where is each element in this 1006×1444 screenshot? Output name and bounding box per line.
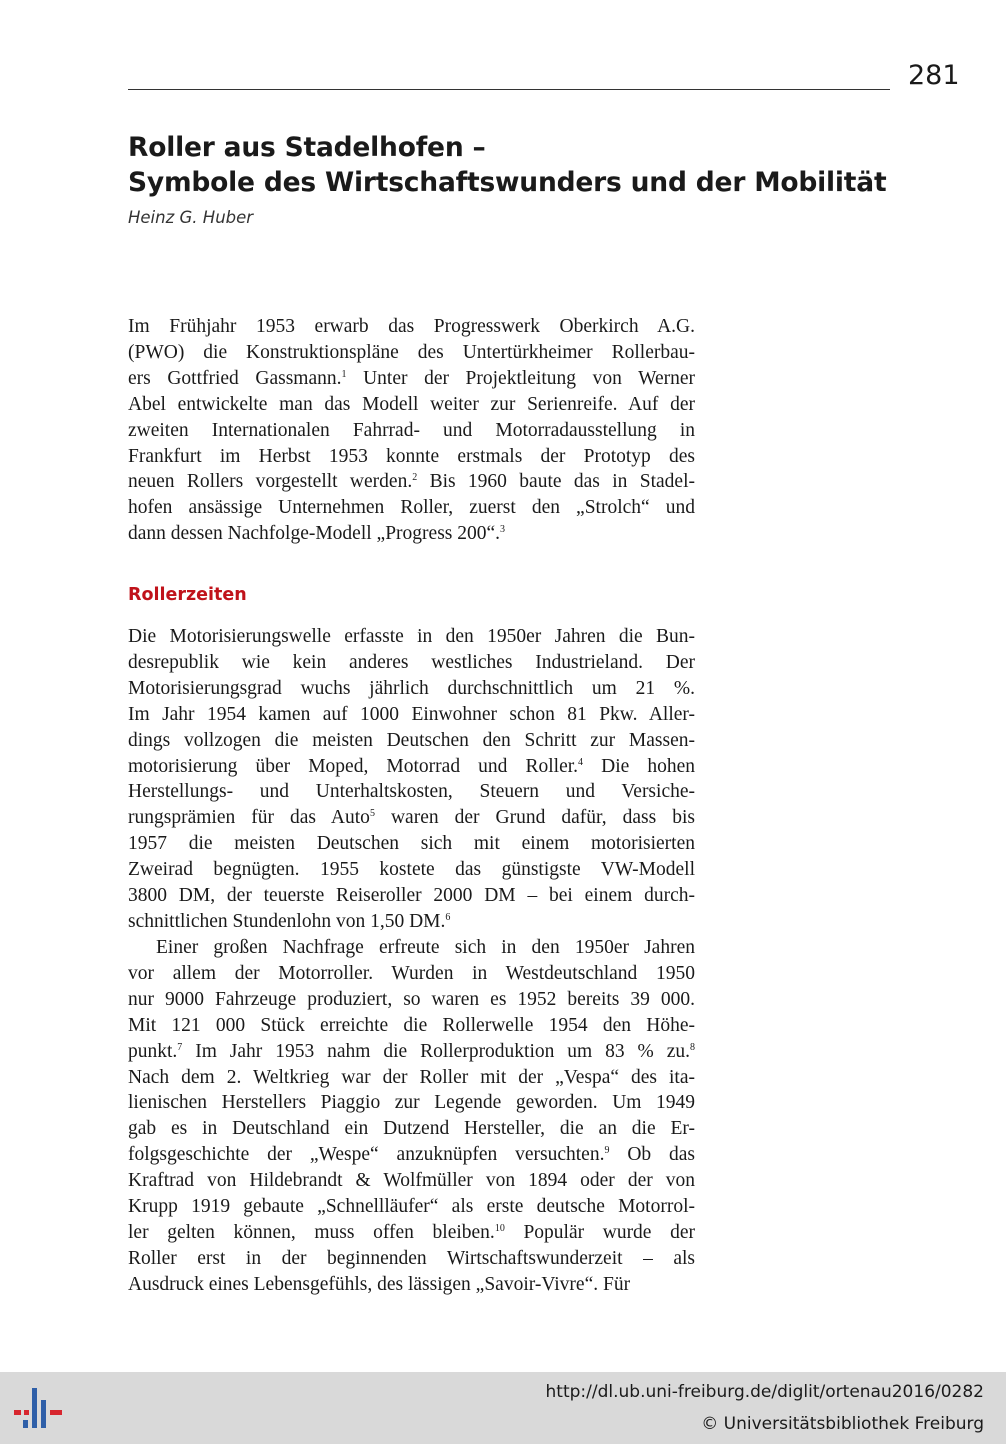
footnote-marker: 9 — [604, 1145, 610, 1157]
intro-paragraph — [128, 314, 695, 547]
text-line: Kraftrad von Hildebrandt & Wolfmüller von 1894 oder der von — [128, 1170, 695, 1192]
text-line: (PWO) die Konstruktionspläne des Untertürkheimer Rollerbau- — [128, 341, 695, 363]
footnote-marker: 2 — [412, 472, 418, 484]
header-rule — [128, 89, 890, 90]
text-line: ers Gottfried Gassmann.$^1$ Unter der Projektleitung von Werner — [128, 367, 695, 389]
footnote-marker: 1 — [341, 368, 347, 380]
text-line: gab es in Deutschland ein Dutzend Hersteller, die an die Er- — [128, 1118, 695, 1140]
text-line: Nach dem 2. Weltkrieg war der Roller mit der „Vespa“ des ita- — [128, 1066, 695, 1088]
text-line: Motorisierungsgrad wuchs jährlich durchschnittlich um 21 %. — [128, 677, 695, 699]
body-paragraph-2 — [128, 935, 695, 1298]
text-line: Die Motorisierungswelle erfasste in den 1950er Jahren die Bun- — [128, 626, 695, 647]
text-line: zweiten Internationalen Fahrrad- und Motorradausstellung in — [128, 419, 695, 441]
text-line: Mit 121 000 Stück erreichte die Rollerwelle 1954 den Höhe- — [128, 1014, 695, 1036]
text-line: Abel entwickelte man das Modell weiter zur Serienreife. Auf der — [128, 393, 695, 415]
text-line: dann dessen Nachfolge-Modell „Progress 200“.$^3$ — [128, 523, 506, 545]
text-line: folgsgeschichte der „Wespe“ anzuknüpfen versuchten.$^9$ Ob das — [128, 1144, 696, 1166]
footnote-marker: 4 — [578, 756, 584, 768]
text-line: Im Jahr 1954 kamen auf 1000 Einwohner schon 81 Pkw. Aller- — [128, 703, 695, 725]
text-line: Herstellungs- und Unterhaltskosten, Steuern und Versiche- — [128, 781, 695, 803]
article-author: Heinz G. Huber — [128, 208, 254, 227]
section-heading: Rollerzeiten — [128, 585, 247, 605]
footer-bar — [0, 1372, 1006, 1444]
text-line: 1957 die meisten Deutschen sich mit einem motorisierten — [128, 833, 695, 855]
article-title — [128, 130, 928, 200]
text-line: nur 9000 Fahrzeuge produziert, so waren es 1952 bereits 39 000. — [128, 988, 695, 1010]
footnote-marker: 6 — [445, 911, 451, 923]
footnote-marker: 8 — [690, 1041, 695, 1053]
article-title-line-2: Symbole des Wirtschaftswunders und der Mobilität — [128, 167, 887, 198]
footer-copyright: © Universitätsbibliothek Freiburg — [701, 1414, 984, 1434]
text-line: Einer großen Nachfrage erfreute sich in den 1950er Jahren — [156, 937, 695, 958]
body-paragraph-1 — [128, 624, 695, 935]
text-line: neuen Rollers vorgestellt werden.$^2$ Bis 1960 baute das in Stadel- — [128, 471, 695, 493]
text-line: motorisierung über Moped, Motorrad und Roller.$^4$ Die hohen — [128, 755, 696, 777]
footnote-marker: 7 — [177, 1041, 183, 1053]
text-line: schnittlichen Stundenlohn von 1,50 DM.$^6$ — [128, 910, 451, 932]
text-line: rungsprämien für das Auto$^5$ waren der Grund dafür, dass bis — [128, 807, 695, 829]
footnote-marker: 5 — [369, 808, 375, 820]
article-title-line-1: Roller aus Stadelhofen – — [128, 132, 486, 163]
text-line: Ausdruck eines Lebensgefühls, des lässigen „Savoir-Vivre“. Für — [128, 1273, 631, 1295]
page-number: 281 — [908, 60, 960, 91]
text-line: Zweirad begnügten. 1955 kostete das günstigste VW-Modell — [128, 859, 695, 881]
text-line: Krupp 1919 gebaute „Schnellläufer“ als erste deutsche Motorrol- — [128, 1196, 695, 1218]
footnote-marker: 3 — [500, 524, 506, 536]
text-line: hofen ansässige Unternehmen Roller, zuerst den „Strolch“ und — [128, 497, 695, 519]
footnote-marker: 10 — [494, 1222, 505, 1234]
text-line: Im Frühjahr 1953 erwarb das Progresswerk Oberkirch A.G. — [128, 316, 695, 337]
text-line: lienischen Herstellers Piaggio zur Legende geworden. Um 1949 — [128, 1092, 695, 1114]
text-line: desrepublik wie kein anderes westliches Industrieland. Der — [128, 651, 695, 673]
text-line: punkt.$^7$ Im Jahr 1953 nahm die Rollerproduktion um 83 % zu.$^8$ — [128, 1040, 695, 1062]
text-line: 3800 DM, der teuerste Reiseroller 2000 DM – bei einem durch- — [128, 885, 695, 907]
text-line: ler gelten können, muss offen bleiben.$^{10}$ Populär wurde der — [128, 1221, 695, 1243]
footer-url-link[interactable]: http://dl.ub.uni-freiburg.de/diglit/ortenau2016/0282 — [545, 1382, 984, 1402]
text-line: Frankfurt im Herbst 1953 konnte erstmals der Prototyp des — [128, 445, 695, 467]
text-line: Roller erst in der beginnenden Wirtschaftswunderzeit – als — [128, 1247, 695, 1269]
text-line: vor allem der Motorroller. Wurden in Westdeutschland 1950 — [128, 962, 695, 984]
ub-freiburg-logo-icon — [12, 1382, 64, 1434]
text-line: dings vollzogen die meisten Deutschen den Schritt zur Massen- — [128, 729, 695, 751]
